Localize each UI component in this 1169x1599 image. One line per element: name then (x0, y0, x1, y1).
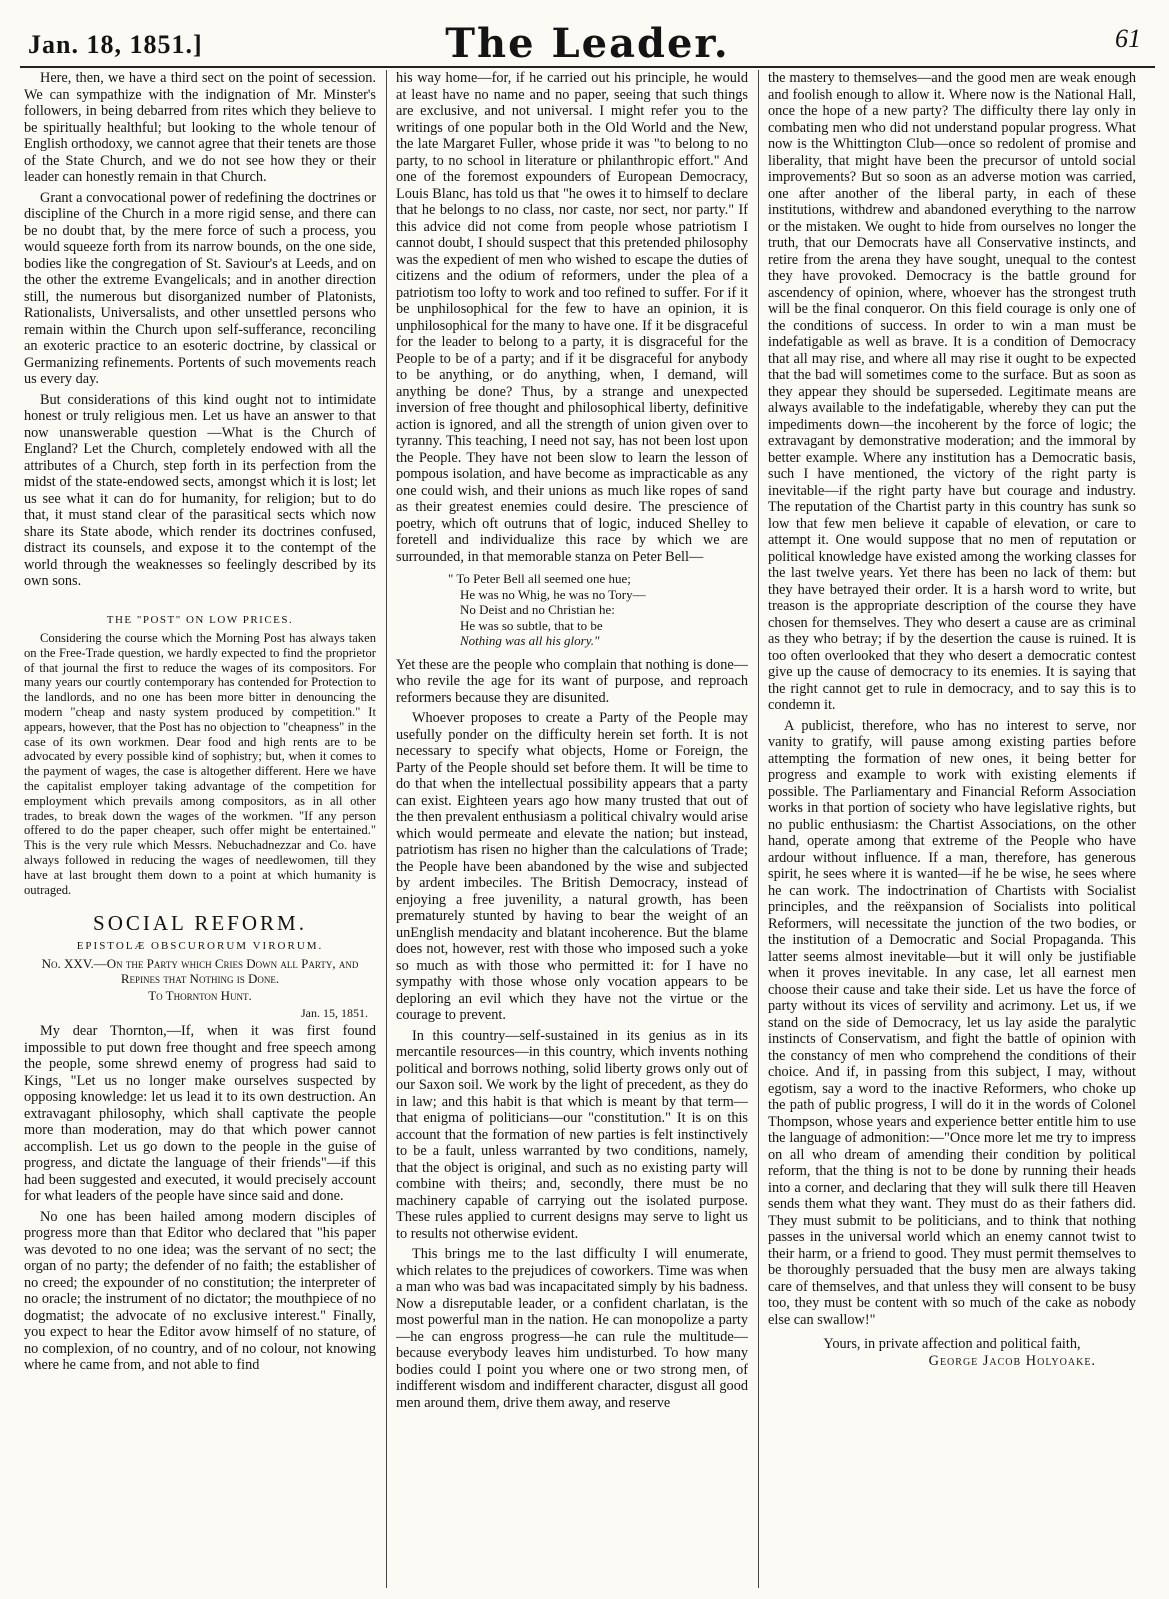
section-heading-social-reform: SOCIAL REFORM. (93, 911, 307, 936)
issue-date: Jan. 18, 1851.] (28, 30, 203, 59)
letter-date: Jan. 15, 1851. (301, 1005, 368, 1020)
page-number: 61 (1115, 24, 1141, 53)
signature: George Jacob Holyoake. (928, 1352, 1096, 1369)
letter-number-title: No. XXV.—On the Party which Cries Down all Party, and Repines that Nothing is Done. (41, 956, 359, 987)
letter-addressee: To Thornton Hunt. (148, 988, 252, 1004)
paragraph: This brings me to the last difficulty I will enumerate, which relates to the prejudices of coworkers. Time was when a man who was bad was incapacitated simply by his badness. Now a disreputable leader, or a confident charlatan, is the most powerful man in the nation. He can monopolize a party—he can engross progress—he can rule the multitude—because everybody leaves him undisturbed. To how many bodies could I point you where one or two strong men, of indifferent wisdom and indifferent character, disgust all good men around them, drive them away, and reserve (396, 1246, 748, 1411)
column-rule-1 (386, 70, 387, 1588)
poem-line: Nothing was all his glory." (460, 633, 600, 648)
poem-line: He was so subtle, that to be (460, 617, 603, 633)
column-1 (24, 70, 376, 1588)
sign-off: Yours, in private affection and political faith, (823, 1336, 1081, 1352)
masthead (20, 8, 1155, 68)
paragraph: My dear Thornton,—If, when it was first found impossible to put down free thought and free speech among the people, some shrewd enemy of progress had said to Kings, "Let us no longer make ourselves suspected by opposing knowledge: let us lead it to its own destruction. An extravagant philosophy, which shall captivate the people more than moderation, may do that which power cannot accomplish. Let us go down to the people in the guise of progress, and dictate the language of their friends"—if this had been suggested and executed, it would precisely account for what leaders of the people have since said and done. (24, 1023, 376, 1205)
paragraph: A publicist, therefore, who has no interest to serve, nor vanity to gratify, will pause among existing parties before attempting the formation of new ones, it being better for progress and example to work with existing elements if possible. The Parliamentary and Financial Reform Association works in that portion of society who have legislative rights, but no public enthusiasm: the Chartist Associations, on the other hand, operate among that extreme of the People who have ardour without influence. If a man, therefore, has generous spirit, he sees where it is wanted—if he be wise, he sees where he can work. The indoctrination of Chartists with Socialist principles, and the reëxpansion of Socialists into political Reformers, will necessitate the junction of the two bodies, or the institution of a Democratic and Social Propaganda. This latter seems almost inevitable—but it will only be justifiable when it proves inevitable. In any case, let all earnest men choose their cause and take their side. Let us have the force of party without its vices of servility and acrimony. Let us, if we stand on the side of Democracy, let us lay aside the paralytic instincts of Conservatism, and fight the battle of opinion with the constancy of men who comprehend the conditions of their choice. And if, in passing from this subject, I may, without egotism, say a word to the inactive Reformers, who choke up the path of public progress, I will do it in the words of Colonel Thompson, whose years and experience better entitle him to use the language of admonition:—"Once more let me try to impress on all who dream of amending their condition by political reform, that the thing is not to be done by running their heads into a corner, and declaring that they will sulk there till Heaven sends them what they want. They must do as their fathers did. They must submit to be politicians, and to think that nothing passes in the universal world which an enemy cannot twist to their harm, or a friend to good. They must permit themselves to be thoroughly persuaded that the busy men are always taking care of themselves, and that unless they will consent to be busy too, they must be content with so much of the cake as nobody else can swallow!" (768, 717, 1136, 1328)
poem-line: He was no Whig, he was no Tory— (460, 586, 646, 602)
paragraph: the mastery to themselves—and the good men are weak enough and foolish enough to allow it. Where now is the National Hall, once the hope of a new party? The difficulty there lay only in combating men who did not understand popular progress. What now is the Whittington Club—once so redolent of promise and liberality, that might have been the precursor of untold social improvements? But so soon as an adverse motion was carried, one after another of the liberal party, in each of these institutions, withdrew and abandoned everything to the narrow or the mistaken. We ought to hide from ourselves no longer the truth, that our Democrats have all Conservative instincts, and retire from the arena they have sought, unequal to the contest they have provoked. Democracy is the battle ground for ascendency of opinion, where, whoever has the strongest truth will be the final conqueror. On this field courage is only one of the conditions of success. In order to win a man must be indefatigable as well as brave. It is a condition of Democracy that all may rise, and where all may rise it ought to be expected that the bad will sometimes come to the surface. But as soon as they appear they should be superseded. Legitimate means are always available to the indefatigable, whereby they can put the impediments down—the incoherent by the force of logic; the extravagant by demonstrative moderation; and the immoral by better example. Where any institution has a Democratic basis, such I have mentioned, the victory of the right party is inevitable—if the right party have but courage and industry. The reputation of the Chartist party in this country has sunk so low that few men believe it capable of elevation, or care to attempt it. One would suppose that no men of reputation or political knowledge have existed among the working classes for the last twelve years. Yet there has been no lack of them: but they have betrayed their order. It is a harsh word to write, but treason is the appropriate description of the course they have chosen for themselves. They who desert a cause are as criminal as they who betray; if by the desertion the cause is ruined. It is too often overlooked that they who desert a democratic contest give up the cause of democracy to its enemies. It is saying that the right cannot get to rule in democracy, and to say this is to condemn it. (768, 70, 1136, 713)
article-body-post: Considering the course which the Morning Post has always taken on the Free-Trade question, we hardly expected to find the proprietor of that journal the first to reduce the wages of its compositors. For many years our courtly contemporary has contended for Protection to the landlords, and no one has been more bitter in denouncing the modern "cheap and nasty system produced by competition." It appears, however, that the Post has no objection to "cheapness" in the case of its own workmen. Dear food and high rents are to be advocated by every possible kind of sophistry; but, when it comes to the payment of wages, the case is altogether different. Here we have the capitalist employer taking advantage of the competition for employment which prevails among compositors, as in all other trades, to break down the wages of the workmen. "If any person offered to do the paper cheaper, such offer might be entertained." This is the very rule which Messrs. Nebuchadnezzar and Co. have always followed in reducing the wages of needlewomen, till they have at last brought them down to a point at which humanity is outraged. (24, 631, 376, 897)
column-rule-2 (758, 70, 759, 1588)
paragraph: No one has been hailed among modern disciples of progress more than that Editor who declared that "his paper was devoted to no one idea; was the servant of no sect; the organ of no party; the defender of no faith; the establisher of no creed; the expounder of no constitution; the interpreter of no oracle; the instrument of no dictator; the mouthpiece of no dogmatist; the advocate of no exclusive interest." Finally, you expect to hear the Editor avow himself of no stature, of no complexion, of no country, and of no colour, not knowing where he came from, and not able to find (24, 1208, 376, 1374)
paragraph: Grant a convocational power of redefining the doctrines or discipline of the Church in a more rigid sense, and there can be no doubt that, by the mere force of such a process, you would squeeze forth from its narrow bounds, on the one side, bodies like the congregation of St. Saviour's at Leeds, and on the other the extreme Evangelicals; and in another direction still, the numerous but disorganized number of Platonists, Rationalists, Universalists, and other unsettled persons who remain within the Church upon self-sufferance, reconciling an exoteric practice to an esoteric doctrine, by classical or Germanizing refinements. Portents of such movements reach us every day. (24, 189, 376, 387)
column-3 (768, 70, 1136, 1588)
series-subtitle: EPISTOLÆ OBSCURORUM VIRORUM. (76, 939, 324, 952)
column-2 (396, 70, 748, 1588)
poem-line: No Deist and no Christian he: (460, 602, 615, 617)
article-heading-post: THE "POST" ON LOW PRICES. (106, 613, 294, 626)
paragraph: But considerations of this kind ought not to intimidate honest or truly religious men. Let us have an answer to that now unanswerable question —What is the Church of England? Let the Church, completely endowed with all the attributes of a Church, step forth in its perfection from the midst of the state-endowed sects, amongst which it is lost; let us see what it can do for humanity, for religion; but to do that, it must stand clear of the parasitical sects which now share its State abode, which render its doctrines confused, distract its counsels, and expose it to the contempt of the world through the weaknesses so feelingly described by its own sons. (24, 391, 376, 589)
paragraph: Yet these are the people who complain that nothing is done—who revile the age for its want of purpose, and reproach reformers because they are disunited. (396, 656, 748, 706)
paragraph: In this country—self-sustained in its genius as in its mercantile resources—in this country, which invents nothing political and borrows nothing, solid liberty grows only out of our Saxon soil. We work by the light of precedent, as they do in law; and this habit is that which is meant by that term—that enigma of politicians—our "constitution." It is on this account that the formation of new parties is felt instinctively to be a fault, unless warranted by two conditions, namely, that the object is original, and such as no existing party will combine with theirs; and, secondly, there must be no machinery capable of carrying out the isolated purpose. These rules applied to current designs may serve to light us to results not otherwise evident. (396, 1027, 748, 1242)
paragraph: Whoever proposes to create a Party of the People may usefully ponder on the difficulty herein set forth. It is not necessary to specify what objects, Home or Foreign, the Party of the People should set before them. It will be time to do that when the intellectual possibility appears that a party can exist. Eighteen years ago how many trusted that out of the then prevalent enthusiasm a political chivalry would arise which would permeate and elevate the nation; but instead, patriotism has risen no higher than the calculations of Trade; the People have been abandoned by the wise and subjected by ardent imbeciles. The British Democracy, instead of enjoying a free juvenility, a natural growth, has been prematurely stunted by having to bear the weight of an unEnglish mendacity and blatant incoherence. But the blame does not, however, rest with those who imposed such a yoke so much as with those who permitted it: for I have no sympathy with those whose only vocation appears to be deploring an evil which they have not the virtue or the courage to prevent. (396, 710, 748, 1023)
poem-stanza (448, 571, 748, 649)
paragraph: his way home—for, if he carried out his principle, he would at least have no name and no paper, seeing that such things are exclusive, and not universal. I might refer you to the writings of one popular both in the Old World and the New, the late Margaret Fuller, whose pride it was "to belong to no party, to no school in literature or philanthropic effort." And one of the foremost expounders of European Democracy, Louis Blanc, has told us that "he owes it to himself to declare that he belongs to no class, nor caste, nor sect, nor party." If this advice did not come from people whose patriotism I cannot doubt, I should suspect that this pretended philosophy was the expedient of men who wished to escape the duties of citizens and the odium of reformers, under the plea of a patriotism too lofty to work and too refined to suffer. For if it be unphilosophical for the few to have an opinion, it is unphilosophical for the many to have one. If it be disgraceful for the leader to belong to a party, it is disgraceful for the People to be of a party; and if it be disgraceful for anybody to be anything, or do anything, when, I demand, will anything be done? Thus, by a strange and unexpected inversion of free thought and philosophical liberty, definitive action is ignored, and all the strength of union given over to tyranny. This teaching, I need not say, has not been lost upon the People. They have not been slow to learn the lesson of pompous isolation, and have become as impracticable as any one could wish, and their unions as much like ropes of sand as their greatest enemies could desire. The prescience of poetry, which oft outruns that of logic, induced Shelley to foretell and individualize this race by which we are surrounded, in that memorable stanza on Peter Bell— (396, 70, 748, 565)
newspaper-title: The Leader. (445, 20, 730, 67)
paragraph: Here, then, we have a third sect on the point of secession. We can sympathize with the indignation of Mr. Minster's followers, in being debarred from rites which they believe to be spiritually healthful; but looking to the whole tenour of English orthodoxy, we cannot agree that their tenets are those of the State Church, and we do not see how they or their leader can honestly remain in that Church. (24, 70, 376, 185)
poem-line: " To Peter Bell all seemed one hue; (448, 571, 631, 586)
